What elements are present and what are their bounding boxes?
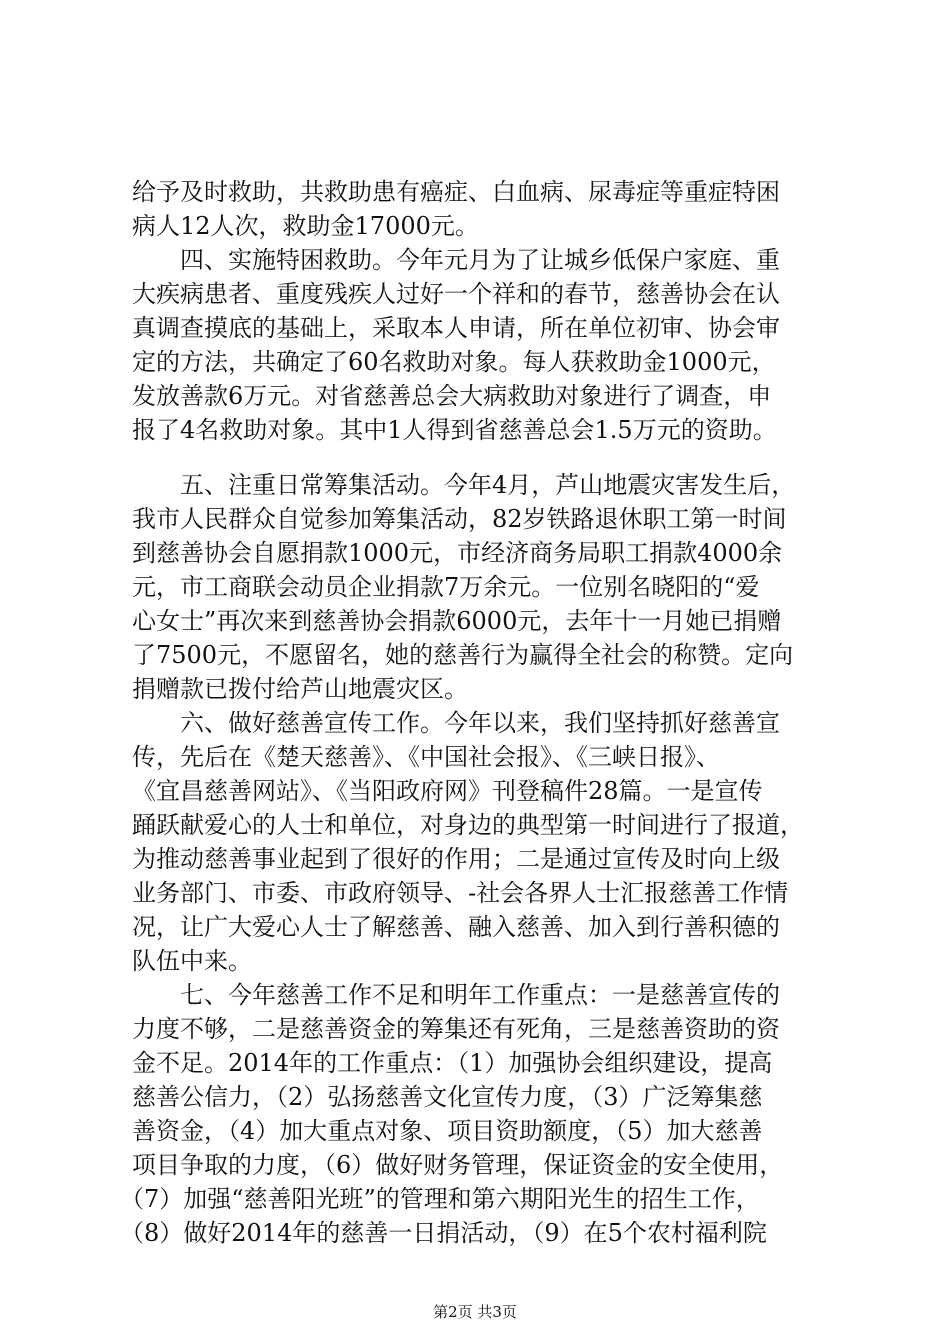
body-line: 定的方法，共确定了60名救助对象。每人获救助金1000元， — [132, 348, 776, 376]
body-line: 队伍中来。 — [132, 947, 252, 975]
body-line: 给予及时救助，共救助患有癌症、白血病、尿毒症等重症特困 — [132, 178, 780, 206]
body-line: 捐赠款已拨付给芦山地震灾区。 — [132, 675, 468, 703]
body-line: 项目争取的力度，（6）做好财务管理，保证资金的安全使用， — [132, 1151, 784, 1179]
body-line: 元，市工商联会动员企业捐款7万余元。一位别名晓阳的“爱 — [132, 573, 760, 601]
section-heading-line: 六、做好慈善宣传工作。今年以来，我们坚持抓好慈善宣 — [180, 709, 780, 737]
body-line: 发放善款6万元。对省慈善总会大病救助对象进行了调查，申 — [132, 382, 772, 410]
body-line: 踊跃献爱心的人士和单位，对身边的典型第一时间进行了报道， — [132, 811, 804, 839]
section-heading-line: 五、注重日常筹集活动。今年4月，芦山地震灾害发生后， — [180, 471, 796, 499]
section-heading-line: 七、今年慈善工作不足和明年工作重点：一是慈善宣传的 — [180, 981, 780, 1009]
body-line: 大疾病患者、重度残疾人过好一个祥和的春节，慈善协会在认 — [132, 280, 780, 308]
body-line: 了7500元，不愿留名，她的慈善行为赢得全社会的称赞。定向 — [132, 641, 794, 669]
body-line: 金不足。2014年的工作重点：（1）加强协会组织建设，提高 — [132, 1049, 773, 1077]
body-line: 报了4名救助对象。其中1人得到省慈善总会1.5万元的资助。 — [132, 416, 777, 444]
body-line: 传，先后在《楚天慈善》、《中国社会报》、《三峡日报》、 — [132, 743, 720, 771]
body-line: 力度不够，二是慈善资金的筹集还有死角，三是慈善资助的资 — [132, 1015, 780, 1043]
section-heading-line: 四、实施特困救助。今年元月为了让城乡低保户家庭、重 — [180, 246, 780, 274]
body-line: 况，让广大爱心人士了解慈善、融入慈善、加入到行善积德的 — [132, 913, 780, 941]
body-line: 我市人民群众自觉参加筹集活动，82岁铁路退休职工第一时间 — [132, 505, 787, 533]
body-line: （7）加强“慈善阳光班”的管理和第六期阳光生的招生工作， — [120, 1185, 760, 1213]
body-line: 业务部门、市委、市政府领导、-社会各界人士汇报慈善工作情 — [132, 879, 789, 907]
body-line: 到慈善协会自愿捐款1000元，市经济商务局职工捐款4000余 — [132, 539, 783, 567]
body-line: 心女士”再次来到慈善协会捐款6000元，去年十一月她已捐赠 — [132, 607, 782, 635]
body-line: 善资金，（4）加大重点对象、项目资助额度，（5）加大慈善 — [132, 1117, 763, 1145]
body-line: 为推动慈善事业起到了很好的作用；二是通过宣传及时向上级 — [132, 845, 780, 873]
body-line: 病人12人次，救助金17000元。 — [132, 212, 479, 240]
body-line: （8）做好2014年的慈善一日捐活动，（9）在5个农村福利院 — [120, 1219, 767, 1247]
body-line: 慈善公信力，（2）弘扬慈善文化宣传力度，（3）广泛筹集慈 — [132, 1083, 763, 1111]
page-number-footer: 第2页 共3页 — [433, 1303, 517, 1321]
body-line: 《宜昌慈善网站》、《当阳政府网》刊登稿件28篇。一是宣传 — [132, 777, 763, 805]
body-line: 真调查摸底的基础上，采取本人申请，所在单位初审、协会审 — [132, 314, 780, 342]
